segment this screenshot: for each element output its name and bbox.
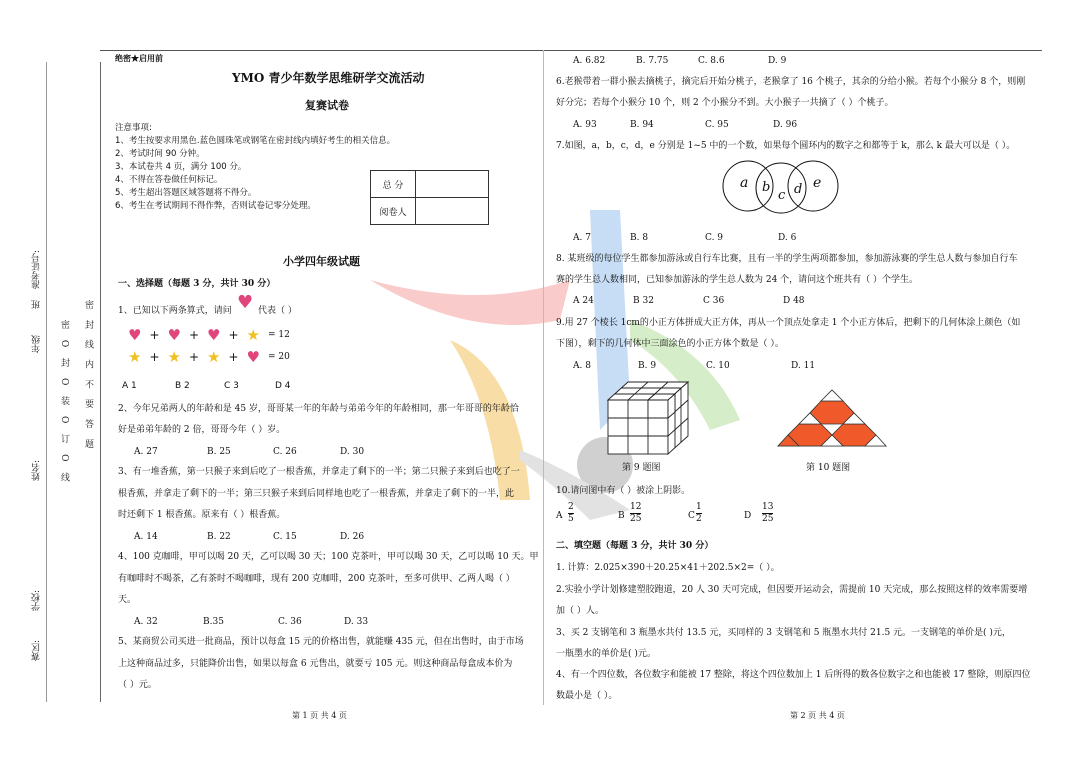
q10-options (556, 502, 796, 532)
f1-line1: 1. 计算：2.025×390＋20.25×41＋202.5×2=（ ）。 (556, 563, 780, 573)
q1-option-c: C 3 (224, 381, 239, 391)
q8-option-b: B 32 (633, 296, 654, 306)
binding-label-name: 姓名: (32, 460, 42, 482)
note-item: 1、考生按要求用黑色.蓝色圆珠笔或钢笔在密封线内填好考生的相关信息。 (115, 136, 396, 146)
note-item: 6、考生在考试期间不得作弊，否则试卷记零分处理。 (115, 201, 316, 211)
plus-sign: + (149, 350, 160, 364)
score-table (370, 170, 489, 225)
q6-option-c: C. 95 (705, 120, 729, 130)
q5-line3: （ ）元。 (118, 680, 157, 690)
seal-line-text: 密 O 封 O 装 O 订 O 线 (59, 320, 69, 486)
star-icon: ★ (167, 348, 181, 366)
q10-option-b-letter: B (618, 511, 625, 521)
q2-option-a: A. 27 (134, 447, 158, 457)
q7-letter-e: e (813, 175, 822, 191)
plus-sign: + (228, 350, 239, 364)
q10-option-a-letter: A (556, 511, 563, 521)
f4-line2: 数最小是（ ）。 (556, 691, 618, 701)
note-item: 5、考生超出答题区域答题将不得分。 (115, 188, 257, 198)
q5-line2: 上这种商品过多，只能降价出售，如果以每盒 6 元售出，就要亏 105 元。则这种商品每盒成本价为 (118, 659, 513, 669)
q9-option-a: A. 8 (573, 361, 591, 371)
q10-option-d-frac (762, 502, 773, 525)
q5-line1: 5、某商贸公司买进一批商品，预计以每盒 15 元的价格出售，就能赚 435 元，但在出售时，由于市场 (118, 637, 524, 647)
exam-title: YMO 青少年数学思维研学交流活动 (232, 71, 425, 85)
q1-equation-2 (128, 348, 290, 366)
q2-option-c: C. 26 (273, 447, 297, 457)
q1-option-b: B 2 (175, 381, 190, 391)
q9-option-d: D. 11 (791, 361, 816, 371)
binding-label-id: 准考证号: (32, 250, 42, 290)
q2-line1: 2、今年兄弟两人的年龄和是 45 岁，哥哥某一年的年龄与弟弟今年的年龄相同，那一年哥哥的年龄恰 (118, 404, 519, 414)
denominator: 5 (568, 514, 574, 524)
q4-option-d: D. 33 (344, 617, 369, 627)
f3-line1: 3、买 2 支钢笔和 3 瓶墨水共付 13.5 元，买同样的 3 支钢笔和 5 瓶墨水共付 21.5 元。一支钢笔的单价是( )元， (556, 628, 1011, 638)
plus-sign: + (188, 328, 200, 342)
plus-sign: + (188, 350, 200, 364)
q4-option-b: B.35 (203, 617, 224, 627)
q9-option-b: B. 9 (638, 361, 657, 371)
q7-rings-diagram (715, 155, 845, 217)
q6-line1: 6.老猴带着一群小猴去摘桃子，摘完后开始分桃子，老猴拿了 16 个桃子，其余的分给小猴。若每个小猴分 8 个，则刚 (556, 77, 1026, 87)
q5-option-d: D. 9 (768, 56, 787, 66)
q6-option-d: D. 96 (773, 120, 798, 130)
score-total-label: 总 分 (371, 171, 416, 198)
note-item: 2、考试时间 90 分钟。 (115, 149, 205, 159)
q6-option-b: B. 94 (630, 120, 654, 130)
q4-line2: 有咖啡时不喝茶，乙有茶时不喝咖啡，现有 200 克咖啡，200 克茶叶，至多可供甲、乙两人喝（ ） (118, 574, 515, 584)
section2-heading: 二、填空题（每题 3 分，共计 30 分） (556, 541, 714, 551)
q9-option-c: C. 10 (706, 361, 730, 371)
q2-line2: 好是弟弟年龄的 2 倍，哥哥今年（ ）岁。 (118, 425, 286, 435)
q4-line3: 天。 (118, 595, 137, 605)
q8-option-d: D 48 (783, 296, 805, 306)
q1-equation-1 (128, 326, 290, 344)
q8-line1: 8. 某班级的每位学生都参加游泳或自行车比赛，且有一半的学生两项都参加，参加游泳赛的学生总人数与参加自行车 (556, 254, 1018, 264)
q3-line1: 3、有一堆香蕉，第一只猴子来到后吃了一根香蕉，并拿走了剩下的一半；第二只猴子来到后也吃了一 (118, 467, 520, 477)
numerator: 12 (630, 502, 642, 512)
q1-text-a: 1、已知以下两条算式，请问 (118, 306, 232, 316)
score-total-cell[interactable] (416, 171, 489, 198)
q7-option-c: C. 9 (705, 233, 724, 243)
q6-option-a: A. 93 (573, 120, 597, 130)
q5-option-c: C. 8.6 (698, 56, 725, 66)
q1-text-b: 代表（ ） (258, 306, 297, 316)
q8-line2: 赛的学生总人数相同，已知参加游泳的学生总人数为 24 个，请问这个班共有（ ）个学生。 (556, 275, 919, 285)
q3-option-c: C. 15 (273, 532, 297, 542)
numerator: 2 (568, 502, 574, 512)
numerator: 1 (696, 502, 702, 512)
seal-inner-text: 密 封 线 内 不 要 答 题 (83, 300, 93, 453)
plus-sign: + (228, 328, 239, 342)
star-icon: ★ (207, 348, 221, 366)
binding-label-grade: 年级 (32, 335, 42, 353)
exam-subtitle: 复赛试卷 (305, 99, 349, 112)
q3-option-d: D. 26 (340, 532, 365, 542)
q9-line1: 9.用 27 个棱长 1cm的小正方体拼成大正方体，再从一个顶点处拿走 1 个小正方体后，把剩下的几何体涂上颜色（如 (556, 318, 1021, 328)
q7-letter-b: b (762, 180, 771, 195)
q8-option-c: C 36 (703, 296, 725, 306)
q7-option-d: D. 6 (778, 233, 797, 243)
q3-line3: 时还剩下 1 根香蕉。原来有（ ）根香蕉。 (118, 510, 286, 520)
page-footer-2: 第 2 页 共 4 页 (790, 711, 845, 720)
score-grader-label: 阅卷人 (371, 198, 416, 225)
q10-option-a-frac (568, 502, 574, 525)
heart-icon: ♥ (167, 326, 181, 344)
binding-label-school: 学校: (32, 590, 42, 612)
denominator: 2 (696, 514, 702, 524)
q7-letter-c: c (778, 188, 786, 203)
q7-line1: 7.如图，a，b，c，d，e 分别是 1~5 中的一个数，如果每个圆环内的数字之和都等于 k，那么 k 最大可以是（ ）。 (556, 141, 1016, 151)
q9-line2: 下图），剩下的几何体中三面涂色的小正方体个数是（ ）。 (556, 339, 784, 349)
q5-option-b: B. 7.75 (636, 56, 669, 66)
plus-sign: + (149, 328, 160, 342)
f4-line1: 4、有一个四位数，各位数字和能被 17 整除，将这个四位数加上 1 后所得的数各位数字之和也能被 17 整除，则原四位 (556, 670, 1031, 680)
f2-line1: 2.实验小学计划修建塑胶跑道，20 人 30 天可完成，但因要开运动会，需提前 10 天完成，那么按照这样的效率需要增 (556, 585, 1028, 595)
heart-icon: ♥ (246, 348, 260, 366)
q2-option-b: B. 25 (207, 447, 231, 457)
q7-letter-a: a (740, 175, 749, 191)
q9-caption: 第 9 题图 (622, 463, 661, 473)
heart-icon: ♥ (128, 326, 142, 344)
q1-option-d: D 4 (275, 381, 291, 391)
f2-line2: 加（ ）人。 (556, 606, 604, 616)
q8-option-a: A 24 (573, 296, 594, 306)
denominator: 25 (630, 514, 642, 524)
score-grader-cell[interactable] (416, 198, 489, 225)
q10-caption: 第 10 题图 (806, 463, 851, 473)
q9-cube-figure (600, 376, 700, 460)
q1-eq2-result: = 20 (268, 352, 290, 362)
numerator: 13 (762, 502, 774, 512)
section1-heading: 一、选择题（每题 3 分，共计 30 分） (118, 279, 276, 289)
q1-eq1-result: = 12 (268, 330, 290, 340)
note-item: 3、本试卷共 4 页，满分 100 分。 (115, 162, 247, 172)
notes-heading: 注意事项: (115, 123, 152, 133)
q7-letter-d: d (794, 182, 803, 197)
note-item: 4、不得在答卷做任何标记。 (115, 175, 223, 185)
q7-option-b: B. 8 (630, 233, 649, 243)
q5-option-a: A. 6.82 (573, 56, 606, 66)
star-icon: ★ (246, 326, 260, 344)
star-icon: ★ (128, 348, 142, 366)
binding-label-region: 赛区: (32, 640, 42, 662)
notes-block (115, 122, 395, 213)
q3-option-b: B. 22 (207, 532, 231, 542)
q10-option-c-letter: C (688, 511, 695, 521)
q7-option-a: A. 7 (573, 233, 591, 243)
q4-line1: 4、100 克咖啡，甲可以喝 20 天，乙可以喝 30 天；100 克茶叶，甲可以喝 30 天，乙可以喝 10 天。甲 (118, 552, 539, 562)
q10-option-c-frac (696, 502, 702, 525)
q3-line2: 根香蕉，并拿走了剩下的一半；第三只猴子来到后同样地也吃了一根香蕉，并拿走了剩下的一半，此 (118, 489, 515, 499)
denominator: 25 (762, 514, 774, 524)
q2-option-d: D. 30 (340, 447, 365, 457)
q6-line2: 好分完；若每个小猴分 10 个，则 2 个小猴分不到。大小猴子一共摘了（ ）个桃子。 (556, 98, 894, 108)
q10-line1: 10.请问图中有（ ）被涂上阴影。 (556, 486, 691, 496)
secret-label: 绝密★启用前 (115, 53, 163, 63)
q10-option-b-frac (630, 502, 641, 525)
binding-label-class: 班 (32, 300, 42, 309)
q1-option-a: A 1 (122, 381, 137, 391)
heart-icon: ♥ (237, 292, 254, 313)
q10-triangle-figure (776, 388, 888, 448)
q4-option-a: A. 32 (134, 617, 158, 627)
q4-option-c: C. 36 (278, 617, 302, 627)
page-footer-1: 第 1 页 共 4 页 (292, 711, 347, 720)
f3-line2: 一瓶墨水的单价是( )元。 (556, 649, 656, 659)
q3-option-a: A. 14 (134, 532, 158, 542)
grade-title: 小学四年级试题 (283, 255, 360, 268)
q10-option-d-letter: D (744, 511, 752, 521)
heart-icon: ♥ (207, 326, 221, 344)
